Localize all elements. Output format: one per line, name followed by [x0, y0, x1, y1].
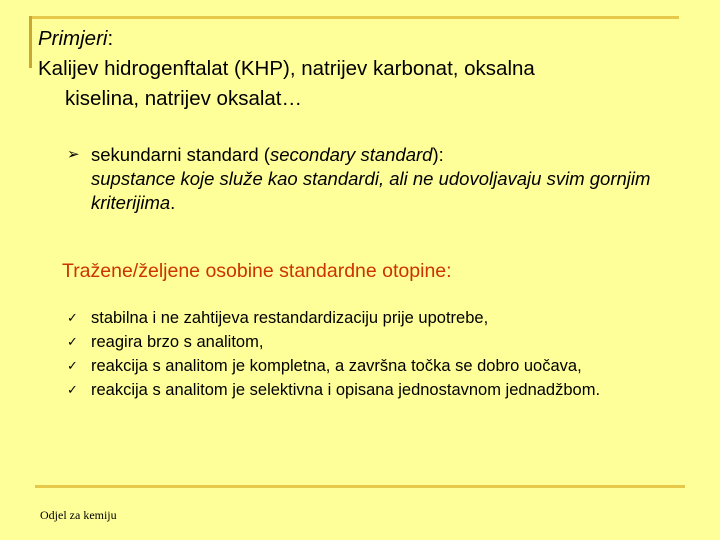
footer-text: Odjel za kemiju — [40, 508, 117, 522]
bottom-border-line — [35, 485, 685, 488]
list-item — [67, 330, 667, 354]
examples-line-1: Kalijev hidrogenftalat (KHP), natrijev karbonat, oksalna — [38, 57, 535, 80]
arrow-bullet-icon: ➢ — [67, 146, 80, 163]
secondary-standard-text — [91, 143, 651, 215]
list-item — [67, 306, 667, 330]
checkmark-icon: ✓ — [67, 382, 78, 397]
left-border-line — [29, 16, 32, 68]
intro-block — [38, 24, 678, 114]
properties-list — [67, 306, 667, 402]
checkmark-icon: ✓ — [67, 310, 78, 325]
examples-label: Primjeri — [38, 27, 108, 50]
secondary-definition: supstance koje služe kao standardi, ali ne udovoljavaju svim gornjim kriterijima — [91, 168, 651, 213]
list-item-text: reakcija s analitom je selektivna i opisana jednostavnom jednadžbom. — [91, 381, 601, 399]
checkmark-icon: ✓ — [67, 334, 78, 349]
intro-first-line — [38, 24, 678, 54]
secondary-term: sekundarni standard ( — [91, 144, 270, 165]
list-item — [67, 354, 667, 378]
secondary-period: . — [170, 192, 176, 213]
examples-line-2: kiselina, natrijev oksalat… — [65, 87, 302, 110]
subheading: Tražene/željene osobine standardne otopine: — [62, 260, 452, 282]
secondary-term-end: ): — [432, 144, 444, 165]
list-item — [67, 378, 667, 402]
list-item-text: reagira brzo s analitom, — [91, 333, 264, 351]
checkmark-icon: ✓ — [67, 358, 78, 373]
list-item-text: reakcija s analitom je kompletna, a završna točka se dobro uočava, — [91, 357, 582, 375]
top-border-line — [29, 16, 679, 19]
examples-colon: : — [107, 27, 114, 50]
list-item-text: stabilna i ne zahtijeva restandardizaciju prije upotrebe, — [91, 309, 489, 327]
secondary-term-english: secondary standard — [269, 144, 433, 165]
